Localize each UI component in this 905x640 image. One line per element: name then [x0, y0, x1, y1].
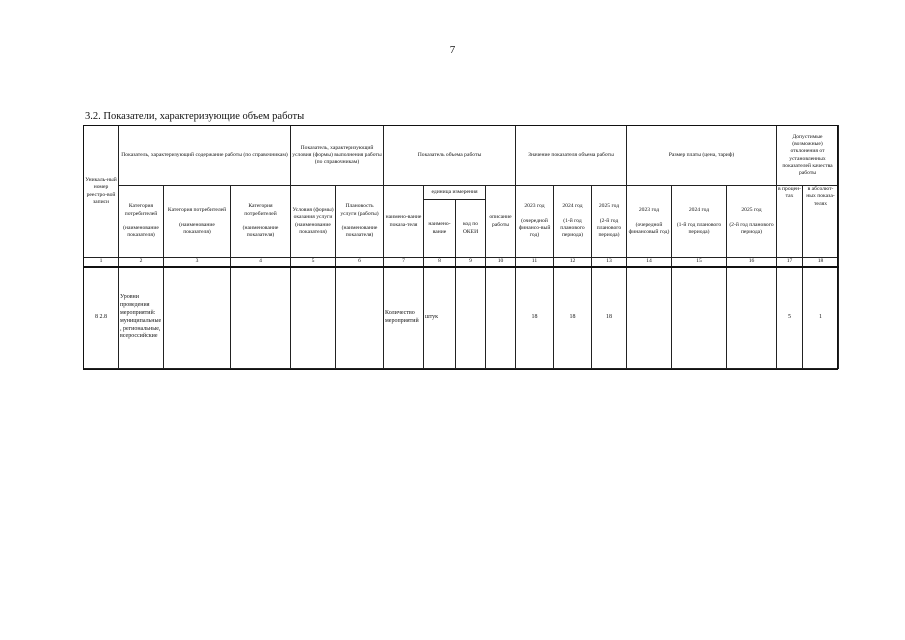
- header-indicator-name: наимено-вание показа-теля: [384, 186, 424, 258]
- fee-2025-period: (2-й год планового периода): [729, 221, 774, 235]
- header-value-2025: [592, 186, 627, 258]
- fee-2023-period: (очередной финансовый год): [628, 221, 670, 235]
- fee-2025-year: 2025 год: [741, 206, 762, 213]
- consumer-cat-3-paren: (наименование показателя): [242, 225, 279, 239]
- col-num-7: 7: [384, 258, 424, 267]
- cell-fee-2023: [627, 267, 672, 369]
- cell-reg-number: 8 2.8: [84, 267, 119, 369]
- header-in-percent: в процен-тах: [777, 186, 803, 258]
- service-conditions-paren: (наименование показателя): [295, 221, 331, 235]
- cell-indicator-name: Количество мероприятий: [384, 267, 424, 369]
- value-2025-period: (2-й год планового периода): [596, 217, 622, 239]
- value-2024-year: 2024 год: [562, 203, 583, 210]
- consumer-cat-3-label: Категория потребителей: [244, 203, 277, 217]
- header-okei-code: код по ОКЕИ: [456, 200, 486, 258]
- value-2024-period: (1-й год планового периода): [560, 217, 585, 239]
- header-fee-2023: [627, 186, 672, 258]
- fee-2023-year: 2023 год: [638, 206, 660, 213]
- table-row: [84, 267, 839, 369]
- col-num-2: 2: [119, 258, 164, 267]
- volume-indicators-table: [83, 125, 839, 369]
- service-conditions-label: Условия (формы) оказания услуги: [292, 206, 334, 221]
- header-conditions-group: Показатель, характеризующий условия (формы) выполнения работы (по справочникам): [291, 126, 384, 186]
- cell-work-desc: [486, 267, 516, 369]
- cell-consumer-category: Уровни проведения мероприятий: муниципальные, региональные, всероссийские: [119, 267, 164, 369]
- col-num-3: 3: [164, 258, 231, 267]
- header-in-absolute: в абсолют-ных показа-телях: [803, 186, 839, 258]
- header-work-desc: описание работы: [486, 186, 516, 258]
- cell-value-2023: 18: [516, 267, 554, 369]
- col-num-14: 14: [627, 258, 672, 267]
- header-unique-reg: Уникаль-ный номер реестро-вой записи: [84, 126, 119, 258]
- page-number: 7: [449, 44, 456, 56]
- header-deviation-group: Допустимые (возможные) отклонения от установленных показателей качества работы: [777, 126, 839, 186]
- col-num-12: 12: [554, 258, 592, 267]
- cell-fee-2025: [727, 267, 777, 369]
- consumer-cat-2-label: Категория потребителей: [167, 206, 227, 213]
- cell-empty-6: [336, 267, 384, 369]
- header-work-planning: [336, 186, 384, 258]
- col-num-16: 16: [727, 258, 777, 267]
- header-value-group: Значение показателя объема работы: [516, 126, 627, 186]
- header-consumer-cat-1: [119, 186, 164, 258]
- consumer-cat-1-paren: (наименование показателя): [123, 225, 159, 239]
- header-consumer-cat-2: [164, 186, 231, 258]
- value-2025-year: 2025 год: [598, 203, 620, 210]
- cell-empty-3: [164, 267, 231, 369]
- cell-dev-absolute: 1: [803, 267, 839, 369]
- col-num-13: 13: [592, 258, 627, 267]
- col-num-4: 4: [231, 258, 291, 267]
- col-num-1: 1: [84, 258, 119, 267]
- header-service-conditions: [291, 186, 336, 258]
- header-value-2023: [516, 186, 554, 258]
- col-num-17: 17: [777, 258, 803, 267]
- header-fee-2024: [672, 186, 727, 258]
- work-planning-paren: (наименование показателя): [341, 225, 378, 239]
- col-num-8: 8: [424, 258, 456, 267]
- col-num-11: 11: [516, 258, 554, 267]
- work-planning-label: Плановость услуги (работы): [340, 203, 379, 217]
- value-2023-period: (очередной финансо-вый год): [518, 217, 551, 239]
- consumer-cat-1-label: Категория потребителей: [124, 203, 158, 217]
- value-2023-year: 2023 год: [524, 203, 545, 210]
- col-num-15: 15: [672, 258, 727, 267]
- header-unit-name: наимено-вание: [424, 200, 456, 258]
- header-value-2024: [554, 186, 592, 258]
- cell-empty-5: [291, 267, 336, 369]
- fee-2024-period: (1-й год планового периода): [676, 221, 722, 235]
- section-title: 3.2. Показатели, характеризующие объем работы: [85, 111, 305, 122]
- col-num-18: 18: [803, 258, 839, 267]
- cell-empty-4: [231, 267, 291, 369]
- cell-fee-2024: [672, 267, 727, 369]
- col-num-5: 5: [291, 258, 336, 267]
- header-consumer-cat-3: [231, 186, 291, 258]
- col-num-10: 10: [486, 258, 516, 267]
- fee-2024-year: 2024 год: [688, 206, 710, 213]
- col-num-6: 6: [336, 258, 384, 267]
- consumer-cat-2-paren: (наименование показателя): [179, 221, 215, 235]
- header-fee-group: Размер платы (цена, тариф): [627, 126, 777, 186]
- header-unit-group: единица измерения: [424, 186, 486, 200]
- cell-dev-percent: 5: [777, 267, 803, 369]
- cell-value-2025: 18: [592, 267, 627, 369]
- header-content-group: Показатель, характеризующий содержание работы (по справочникам): [119, 126, 291, 186]
- header-fee-2025: [727, 186, 777, 258]
- header-volume-group: Показатель объема работы: [384, 126, 516, 186]
- cell-value-2024: 18: [554, 267, 592, 369]
- cell-okei-code: [456, 267, 486, 369]
- cell-unit-name: штук: [424, 267, 456, 369]
- col-num-9: 9: [456, 258, 486, 267]
